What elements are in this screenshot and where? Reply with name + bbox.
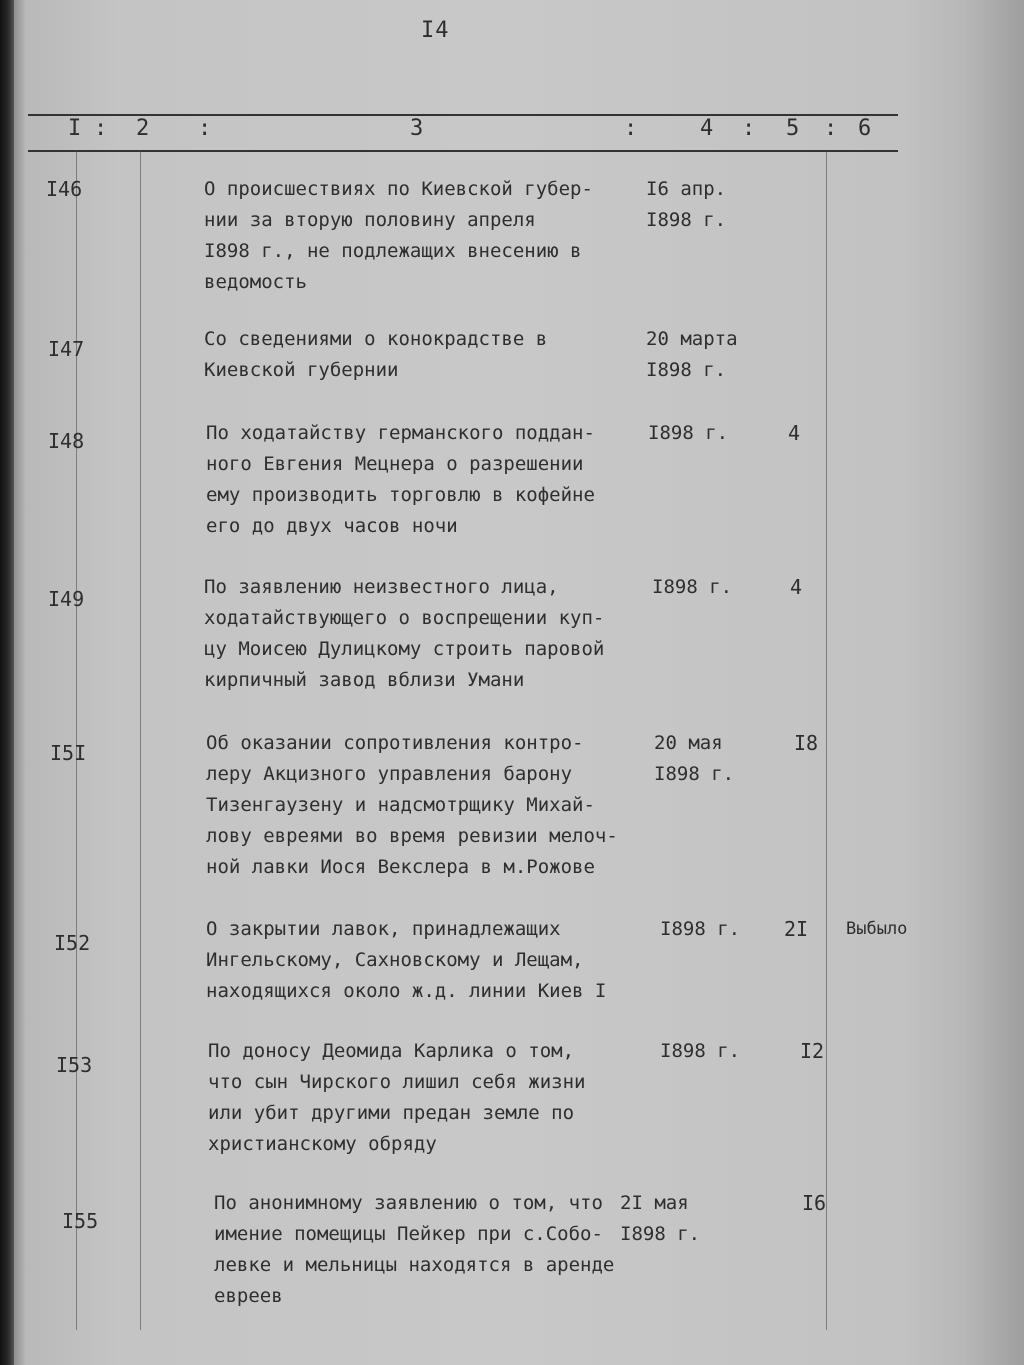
sheet-count: I8 (794, 731, 819, 755)
table-header-bottom-rule (28, 150, 898, 152)
sheet-count: I2 (800, 1039, 825, 1063)
header-col-3: 3 (410, 116, 424, 141)
header-sep: : (624, 116, 638, 141)
sheet-count: 2I (784, 917, 809, 941)
case-date: I6 апр. I898 г. (646, 178, 727, 231)
sheet-count: 4 (790, 575, 803, 599)
case-number: I46 (46, 177, 83, 201)
case-title: О происшествиях по Киевской губер- нии за вторую половину апреля I898 г., не подлежащих внесению в ведомость (204, 178, 593, 293)
case-title: Со сведениями о конокрадстве в Киевской губернии (204, 328, 548, 381)
sheet-count: I6 (802, 1191, 827, 1215)
case-number: I48 (48, 429, 85, 453)
column-rule (140, 150, 141, 1330)
case-date: I898 г. (660, 1040, 741, 1062)
header-col-4: 4 (700, 116, 714, 141)
table-header (28, 116, 898, 148)
case-date: 20 мая I898 г. (654, 732, 735, 785)
case-number: I49 (48, 587, 85, 611)
remarks-note: Выбыло (846, 919, 908, 939)
case-number: I52 (54, 931, 91, 955)
header-col-2: 2 (136, 116, 150, 141)
case-title: По ходатайству германского поддан- ного Евгения Мецнера о разрешении ему производить торговлю в кофейне его до двух часов ночи (206, 422, 595, 537)
case-title: О закрытии лавок, принадлежащих Ингельскому, Сахновскому и Лещам, находящихся около ж.д. линии Киев I (206, 918, 607, 1002)
header-sep: : (742, 116, 756, 141)
case-number: I55 (62, 1209, 99, 1233)
case-date: I898 г. (648, 422, 729, 444)
page-number: I4 (421, 18, 450, 43)
case-number: I5I (50, 741, 87, 765)
sheet-count: 4 (788, 421, 801, 445)
case-title: Об оказании сопротивления контро- леру Акцизного управления барону Тизенгаузену и надсмотрщику Михай- лову евреями во время ревизии мелоч- ной лавки Иося Векслера в м.Рожове (206, 732, 618, 878)
case-date: I898 г. (660, 918, 741, 940)
case-number: I53 (56, 1053, 93, 1077)
case-date: 2I мая I898 г. (620, 1192, 701, 1245)
case-number: I47 (48, 337, 85, 361)
header-col-6: 6 (858, 116, 872, 141)
header-col-1: I (68, 116, 82, 141)
header-sep: : (824, 116, 838, 141)
case-date: 20 марта I898 г. (646, 328, 738, 381)
case-date: I898 г. (652, 576, 733, 598)
case-title: По анонимному заявлению о том, что имение помещицы Пейкер при с.Собо- левке и мельницы находятся в аренде евреев (214, 1192, 615, 1307)
header-sep: : (94, 116, 108, 141)
page-fold-shadow (964, 0, 1024, 1365)
header-col-5: 5 (786, 116, 800, 141)
column-rule (826, 150, 827, 1330)
case-title: По заявлению неизвестного лица, ходатайствующего о воспрещении куп- цу Моисею Дулицкому строить паровой кирпичный завод вблизи Умани (204, 576, 605, 691)
case-title: По доносу Деомида Карлика о том, что сын Чирского лишил себя жизни или убит другими предан земле по христианскому обряду (208, 1040, 586, 1155)
header-sep: : (198, 116, 212, 141)
page-edge (0, 0, 14, 1365)
